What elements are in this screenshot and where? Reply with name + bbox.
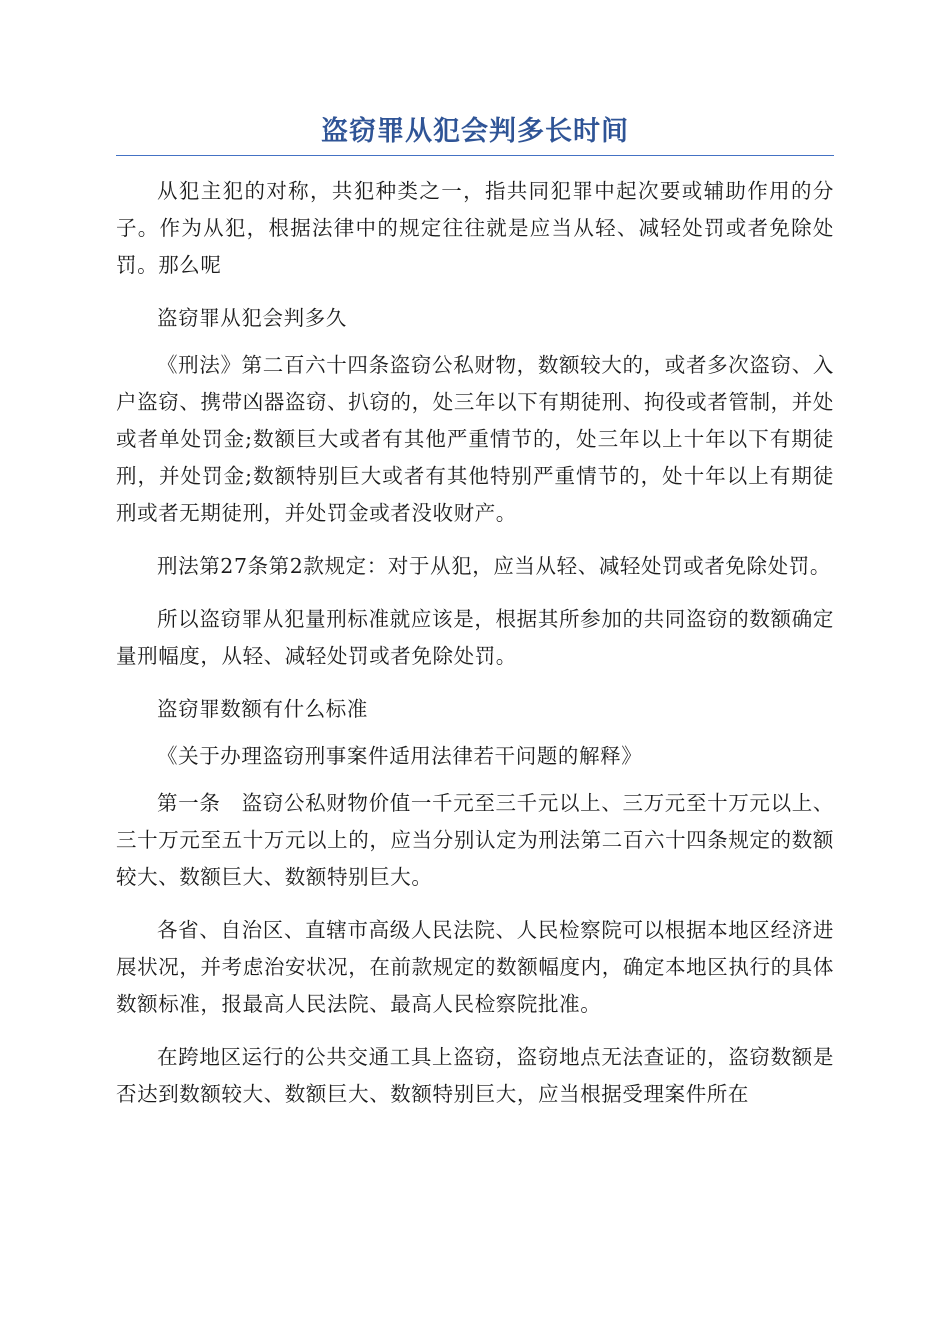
paragraph-article-264: 《刑法》第二百六十四条盗窃公私财物，数额较大的，或者多次盗窃、入户盗窃、携带凶器盗窃、扒窃的，处三年以下有期徒刑、拘役或者管制，并处或者单处罚金;数额巨大或者有其他严重情节的，处三年以上十年以下有期徒刑，并处罚金;数额特别巨大或者有其他特别严重情节的，处十年以上有期徒刑或者无期徒刑，并处罚金或者没收财产。 — [116, 353, 834, 525]
paragraph-conclusion: 所以盗窃罪从犯量刑标准就应该是，根据其所参加的共同盗窃的数额确定量刑幅度，从轻、减轻处罚或者免除处罚。 — [116, 607, 834, 668]
paragraph-article-1: 第一条 盗窃公私财物价值一千元至三千元以上、三万元至十万元以上、三十万元至五十万元以上的，应当分别认定为刑法第二百六十四条规定的数额较大、数额巨大、数额特别巨大。 — [116, 791, 834, 889]
heading-sentence-length: 盗窃罪从犯会判多久 — [157, 306, 347, 330]
paragraph-article-27: 刑法第27条第2款规定：对于从犯，应当从轻、减轻处罚或者免除处罚。 — [157, 554, 831, 578]
paragraph-intro: 从犯主犯的对称，共犯种类之一，指共同犯罪中起次要或辅助作用的分子。作为从犯，根据法律中的规定往往就是应当从轻、减轻处罚或者免除处罚。那么呢 — [116, 179, 834, 277]
title-underline — [116, 155, 834, 156]
document-title: 盗窃罪从犯会判多长时间 — [321, 116, 629, 147]
heading-amount-standard: 盗窃罪数额有什么标准 — [157, 697, 368, 721]
paragraph-public-transport: 在跨地区运行的公共交通工具上盗窃，盗窃地点无法查证的，盗窃数额是否达到数额较大、数额巨大、数额特别巨大，应当根据受理案件所在 — [116, 1045, 834, 1106]
document-page — [116, 112, 834, 1129]
heading-interpretation: 《关于办理盗窃刑事案件适用法律若干问题的解释》 — [157, 744, 643, 768]
paragraph-provincial-standard: 各省、自治区、直辖市高级人民法院、人民检察院可以根据本地区经济进展状况，并考虑治安状况，在前款规定的数额幅度内，确定本地区执行的具体数额标准，报最高人民法院、最高人民检察院批准。 — [116, 918, 834, 1016]
